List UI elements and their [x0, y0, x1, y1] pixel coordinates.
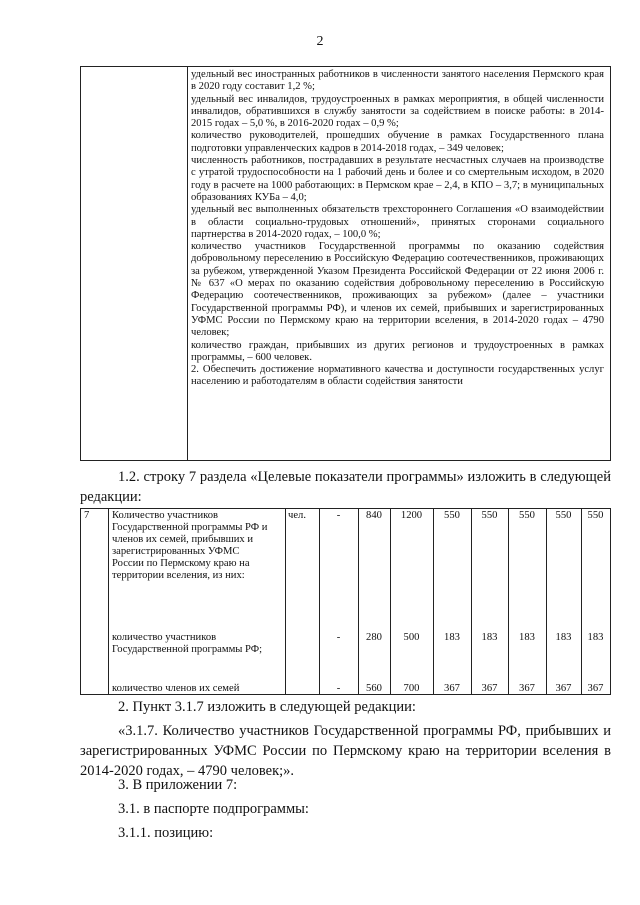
- indicator-line: количество участников Государственной программы по оказанию содействия добровольному переселению в Российскую Федерацию соотечественников, проживающих за рубежом, утвержденной Указом Президента Российской Федерации от 22 июня 2006 г. № 637 «О мерах по оказанию содействия добровольному переселению в Российскую Федерацию соотечественников, проживающих за рубежом» (далее – участники Государственной программы РФ), и членов их семей, прибывших и зарегистрированных УФМС России по Пермскому краю на территории вселения, в 2014-2020 годах – 4790 человек;: [191, 241, 604, 339]
- paragraph-2: 2. Пункт 3.1.7 изложить в следующей редакции:: [118, 699, 416, 715]
- value-cell: 367: [481, 683, 498, 694]
- column-line: [358, 509, 359, 694]
- column-line: [285, 509, 286, 694]
- indicator-line: 2. Обеспечить достижение нормативного качества и доступности государственных услуг населению и работодателям в области содействия занятости: [191, 364, 604, 388]
- value-cell: 550: [587, 510, 604, 521]
- indicator-name: Количество участников Государственной программы РФ и членов их семей, прибывших и зарегистрированных УФМС России по Пермскому краю на территории вселения, из них:: [112, 510, 268, 581]
- column-line: [508, 509, 509, 694]
- row-number: 7: [84, 510, 90, 521]
- indicator-name: количество членов их семей: [112, 683, 240, 694]
- value-cell: 183: [587, 632, 604, 643]
- indicators-table-fragment: [80, 66, 611, 461]
- dash-cell: -: [336, 683, 341, 694]
- dash-cell: -: [336, 510, 341, 521]
- column-line: [471, 509, 472, 694]
- indicators-cell: [191, 69, 604, 389]
- value-cell: 550: [444, 510, 460, 521]
- indicator-line: удельный вес инвалидов, трудоустроенных в рамках мероприятия, в общей численности инвалидов, обратившихся в службу занятости за содействием в поиске работы: в 2014-2015 годах – 5,0 %, в 2016-2020 годах – 0,9 %;: [191, 93, 604, 130]
- indicator-line: удельный вес иностранных работников в численности занятого населения Пермского края в 2020 году составит 1,2 %;: [191, 69, 604, 93]
- value-cell: 367: [444, 683, 460, 694]
- paragraph-1-2: 1.2. строку 7 раздела «Целевые показатели программы» изложить в следующей редакции:: [80, 469, 611, 505]
- indicator-line: удельный вес выполненных обязательств трехстороннего Соглашения «О взаимодействии в области социально-трудовых отношений», принятых сторонами социального партнерства в 2014-2020 годах, – 100,0 %;: [191, 204, 604, 240]
- column-line: [581, 509, 582, 694]
- value-cell: 367: [519, 683, 535, 694]
- indicator-line: количество руководителей, прошедших обучение в рамках Государственного плана подготовки управленческих кадров в 2014-2018 годах, – 349 человек;: [191, 130, 604, 154]
- column-line: [433, 509, 434, 694]
- paragraph-3-1-1: 3.1.1. позицию:: [118, 825, 214, 841]
- value-cell: 183: [555, 632, 572, 643]
- dash-cell: -: [336, 632, 341, 643]
- value-cell: 550: [519, 510, 535, 521]
- paragraph-3: 3. В приложении 7:: [118, 777, 238, 793]
- indicator-line: численность работников, пострадавших в результате несчастных случаев на производстве с утратой трудоспособности на 1 рабочий день и более и со смертельным исходом, в 2020 году в расчете на 1000 работающих: в Пермском крае – 2,4, в КПО – 3,7; в муниципальных образованиях КУБа – 4,0;: [191, 155, 604, 203]
- target-indicators-table: [80, 508, 611, 695]
- paragraph-3-1: 3.1. в паспорте подпрограммы:: [118, 801, 309, 817]
- indicator-line: количество граждан, прибывших из других регионов и трудоустроенных в рамках программы, – 600 человек.: [191, 339, 604, 363]
- table-column-divider: [187, 67, 188, 460]
- value-cell: 840: [366, 510, 382, 521]
- column-line: [546, 509, 547, 694]
- value-cell: 183: [444, 632, 460, 643]
- unit: чел.: [288, 510, 306, 521]
- value-cell: 1200: [400, 510, 423, 521]
- value-cell: 280: [366, 632, 382, 643]
- column-line: [319, 509, 320, 694]
- value-cell: 367: [555, 683, 572, 694]
- page-number: 2: [316, 34, 324, 49]
- value-cell: 367: [587, 683, 604, 694]
- column-line: [108, 509, 109, 694]
- value-cell: 183: [481, 632, 498, 643]
- column-line: [390, 509, 391, 694]
- value-cell: 500: [403, 632, 420, 643]
- paragraph-quote: «3.1.7. Количество участников Государственной программы РФ, прибывших и зарегистрированных УФМС России по Пермскому краю на территории вселения в 2014-2020 годах, – 4790 человек;».: [80, 723, 611, 779]
- value-cell: 550: [481, 510, 498, 521]
- value-cell: 560: [366, 683, 382, 694]
- indicator-name: количество участников Государственной программы РФ;: [112, 632, 263, 655]
- value-cell: 550: [555, 510, 572, 521]
- value-cell: 700: [403, 683, 420, 694]
- value-cell: 183: [519, 632, 535, 643]
